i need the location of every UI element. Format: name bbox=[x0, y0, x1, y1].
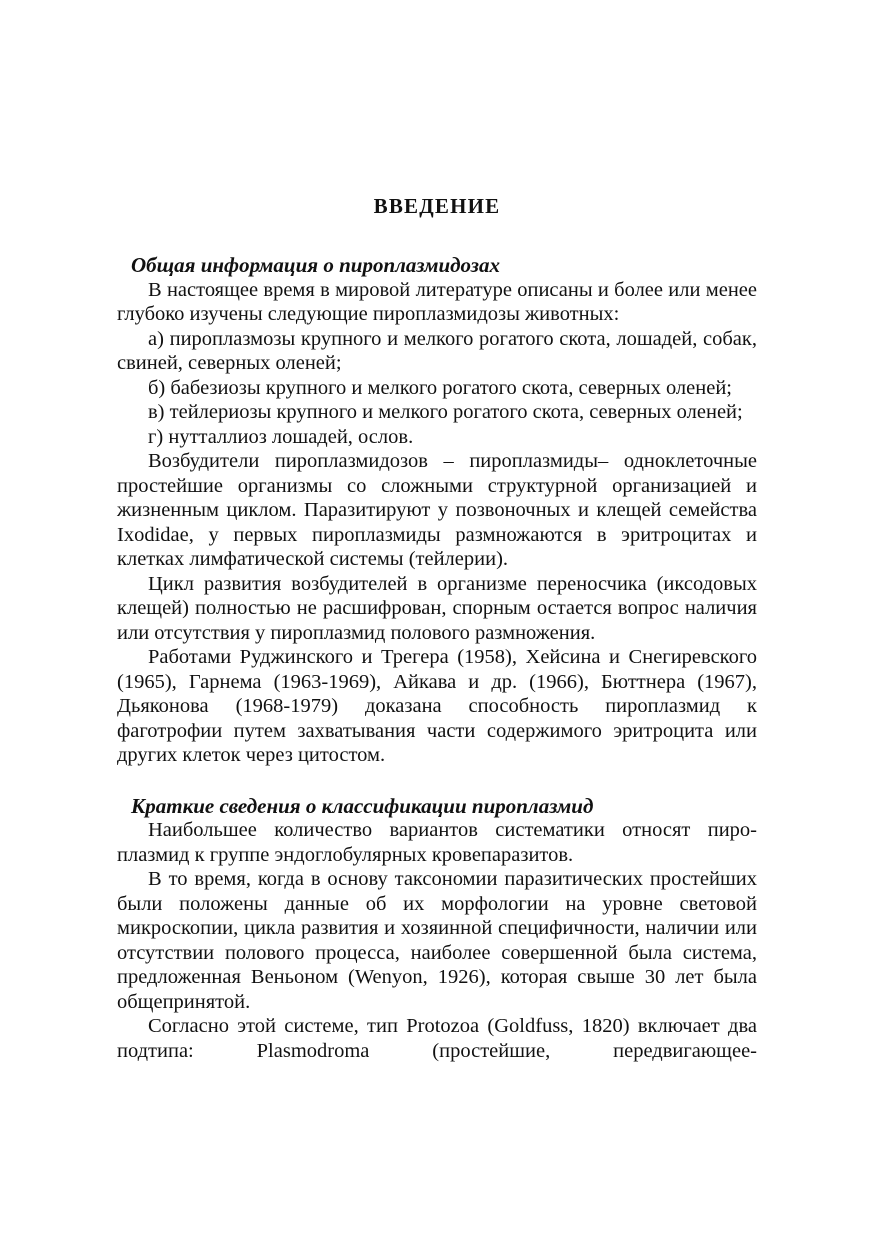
list-item: а) пироплазмозы крупного и мелкого рогатого скота, лошадей, собак, свиней, северных оленей; bbox=[117, 327, 757, 374]
section-heading: Краткие сведения о классификации пироплазмид bbox=[131, 793, 594, 818]
section-heading: Общая информация о пироплазмидозах bbox=[131, 253, 500, 277]
paragraph: Возбудители пироплазмидозов – пироплазмиды– одноклеточные простейшие организмы со сложными структурной организацией и жизненным циклом. Паразитируют у позвоночных и клещей семейства Ixodidae, у первых пироплазмиды размножаются в эритроцитах и клетках лимфатической системы (тейлерии). bbox=[117, 450, 757, 570]
section-classification bbox=[117, 794, 757, 1064]
page-body bbox=[117, 193, 757, 1063]
paragraph: Цикл развития возбудителей в организме переносчика (иксодовых клещей) полностью не расшифрован, спорным остается вопрос наличия или отсутствия у пироплазмид полового размножения. bbox=[117, 572, 757, 644]
paragraph: В то время, когда в основу таксономии паразитических простейших были положены данные об их морфологии на уровне световой микроскопии, цикла развития и хозяинной специфичности, наличии или отсутствии полового процесса, наиболее совершенной была система, предложенная Веньоном (Wenyon, 1926), которая свыше 30 лет была общепринятой. bbox=[117, 868, 757, 1013]
list-item: в) тейлериозы крупного и мелкого рогатого скота, северных оленей; bbox=[148, 401, 743, 423]
section-general-info bbox=[117, 253, 757, 768]
list-item: б) бабезиозы крупного и мелкого рогатого скота, северных оленей; bbox=[148, 376, 732, 399]
paragraph: Согласно этой системе, тип Protozoa (Goldfuss, 1820) включает два подтипа: Plasmodroma (простейшие, передвигающее- bbox=[117, 1015, 757, 1062]
paragraph: Наибольшее количество вариантов систематики относят пироплазмид к группе эндоглобулярных кровепаразитов. bbox=[117, 819, 757, 866]
chapter-title: ВВЕДЕНИЕ bbox=[373, 194, 501, 218]
paragraph: Работами Руджинского и Трегера (1958), Хейсина и Снегиревского (1965), Гарнема (1963-1969), Айкава и др. (1966), Бюттнера (1967), Дьяконова (1968-1979) доказана способность пироплазмид к фаготрофии путем захватывания части содержимого эритроцита или других клеток через цитостом. bbox=[117, 646, 757, 766]
paragraph: В настоящее время в мировой литературе описаны и более или менее глубоко изучены следующие пироплазмидозы животных: bbox=[117, 278, 757, 325]
list-item: г) нутталлиоз лошадей, ослов. bbox=[148, 425, 414, 448]
